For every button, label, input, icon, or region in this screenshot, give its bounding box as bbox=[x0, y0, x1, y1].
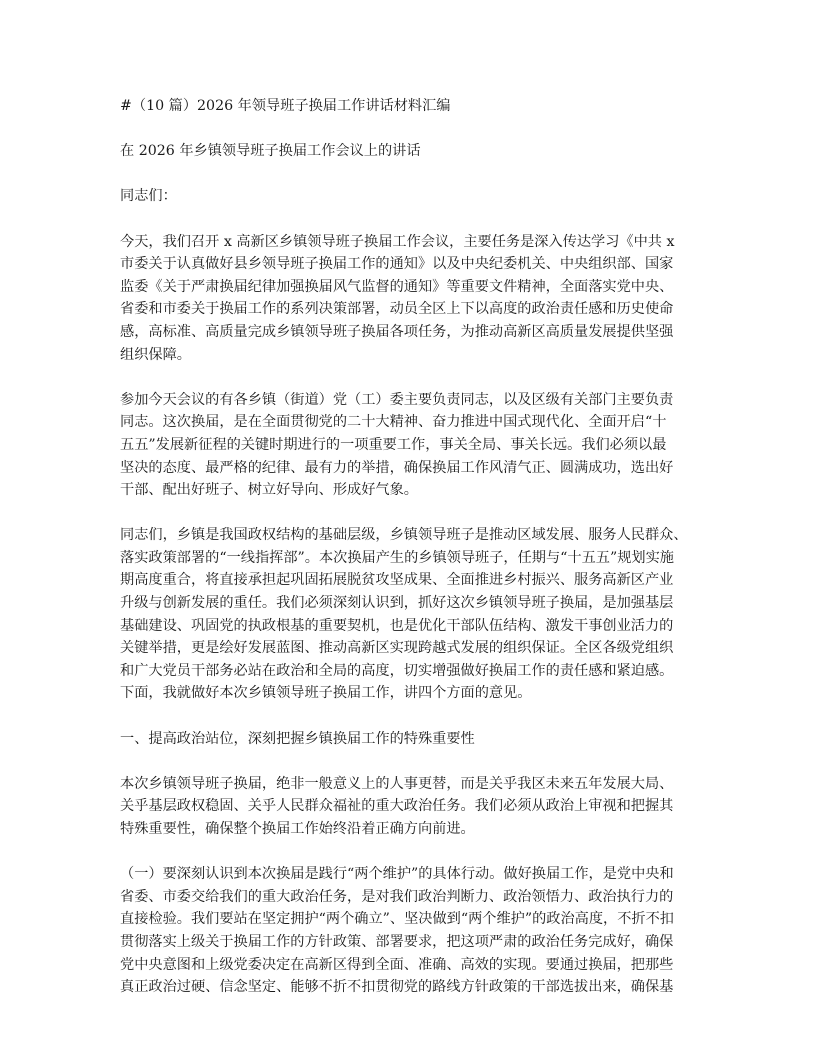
paragraph-line: 落实政策部署的“一线指挥部”。本次换届产生的乡镇领导班子，任期与“十五五”规划实施 bbox=[120, 549, 674, 566]
paragraph-line: 省委、市委交给我们的重大政治任务，是对我们政治判断力、政治领悟力、政治执行力的 bbox=[120, 888, 674, 905]
paragraph bbox=[120, 773, 700, 841]
section-heading bbox=[120, 728, 700, 751]
paragraph-line: 期高度重合，将直接承担起巩固拓展脱贫攻坚成果、全面推进乡村振兴、服务高新区产业 bbox=[120, 572, 674, 589]
paragraph bbox=[120, 389, 700, 502]
paragraph-line: 省委和市委关于换届工作的系列决策部署，动员全区上下以高度的政治责任感和历史使命 bbox=[120, 301, 674, 318]
paragraph-line: 党中央意图和上级党委决定在高新区得到全面、准确、高效的实现。要通过换届，把那些 bbox=[120, 956, 674, 973]
paragraph-line: 今天，我们召开 x 高新区乡镇领导班子换届工作会议，主要任务是深入传达学习《中共 x bbox=[120, 233, 675, 250]
paragraph-line: 真正政治过硬、信念坚定、能够不折不扣贯彻党的路线方针政策的干部选拔出来，确保基 bbox=[120, 979, 674, 996]
paragraph-line: 坚决的态度、最严格的纪律、最有力的举措，确保换届工作风清气正、圆满成功，选出好 bbox=[120, 459, 674, 476]
paragraph-line: 市委关于认真做好县乡领导班子换届工作的通知》以及中央纪委机关、中央组织部、国家 bbox=[120, 256, 674, 273]
paragraph-line: 基础建设、巩固党的执政根基的重要契机，也是优化干部队伍结构、激发干事创业活力的 bbox=[120, 617, 674, 634]
paragraph-line: 升级与创新发展的重任。我们必须深刻认识到，抓好这次乡镇领导班子换届，是加强基层 bbox=[120, 595, 674, 612]
document-page bbox=[120, 95, 700, 1021]
salutation: 同志们： bbox=[120, 188, 177, 205]
paragraph-line: 监委《关于严肃换届纪律加强换届风气监督的通知》等重要文件精神，全面落实党中央、 bbox=[120, 278, 674, 295]
paragraph bbox=[120, 863, 700, 999]
paragraph-line: 参加今天会议的有各乡镇（街道）党（工）委主要负责同志，以及区级有关部门主要负责 bbox=[120, 391, 674, 408]
paragraph-line: 直接检验。我们要站在坚定拥护“两个确立”、坚决做到“两个维护”的政治高度，不折不扣 bbox=[120, 911, 674, 928]
paragraph-line: 组织保障。 bbox=[120, 346, 191, 363]
paragraph-line: 下面，我就做好本次乡镇领导班子换届工作，讲四个方面的意见。 bbox=[120, 685, 532, 702]
paragraph-line: 关乎基层政权稳固、关乎人民群众福祉的重大政治任务。我们必须从政治上审视和把握其 bbox=[120, 798, 674, 815]
paragraph-line: 和广大党员干部务必站在政治和全局的高度，切实增强做好换届工作的责任感和紧迫感。 bbox=[120, 662, 674, 679]
paragraph bbox=[120, 231, 700, 367]
paragraph bbox=[120, 524, 700, 705]
paragraph-line: 贯彻落实上级关于换届工作的方针政策、部署要求，把这项严肃的政治任务完成好，确保 bbox=[120, 933, 674, 950]
section-heading-text: 一、提高政治站位，深刻把握乡镇换届工作的特殊重要性 bbox=[120, 730, 475, 747]
paragraph-line: 特殊重要性，确保整个换届工作始终沿着正确方向前进。 bbox=[120, 821, 475, 837]
paragraph-line: 同志们，乡镇是我国政权结构的基础层级，乡镇领导班子是推动区域发展、服务人民群众、 bbox=[120, 527, 688, 544]
paragraph-line: 干部、配出好班子、树立好导向、形成好气象。 bbox=[120, 482, 418, 499]
paragraph-line: 关键举措，更是绘好发展蓝图、推动高新区实现跨越式发展的组织保证。全区各级党组织 bbox=[120, 640, 674, 657]
speech-subtitle: 在 2026 年乡镇领导班子换届工作会议上的讲话 bbox=[120, 143, 421, 160]
paragraph-line: （一）要深刻认识到本次换届是践行“两个维护”的具体行动。做好换届工作，是党中央和 bbox=[120, 866, 674, 883]
paragraph-line: 同志。这次换届，是在全面贯彻党的二十大精神、奋力推进中国式现代化、全面开启“十 bbox=[120, 414, 667, 431]
paragraph-line: 本次乡镇领导班子换届，绝非一般意义上的人事更替，而是关乎我区未来五年发展大局、 bbox=[120, 775, 674, 792]
paragraph-line: 感，高标准、高质量完成乡镇领导班子换届各项任务，为推动高新区高质量发展提供坚强 bbox=[120, 323, 674, 340]
paragraph-line: 五五”发展新征程的关键时期进行的一项重要工作，事关全局、事关长远。我们必须以最 bbox=[120, 436, 667, 453]
document-title: #（10 篇）2026 年领导班子换届工作讲话材料汇编 bbox=[120, 98, 451, 114]
